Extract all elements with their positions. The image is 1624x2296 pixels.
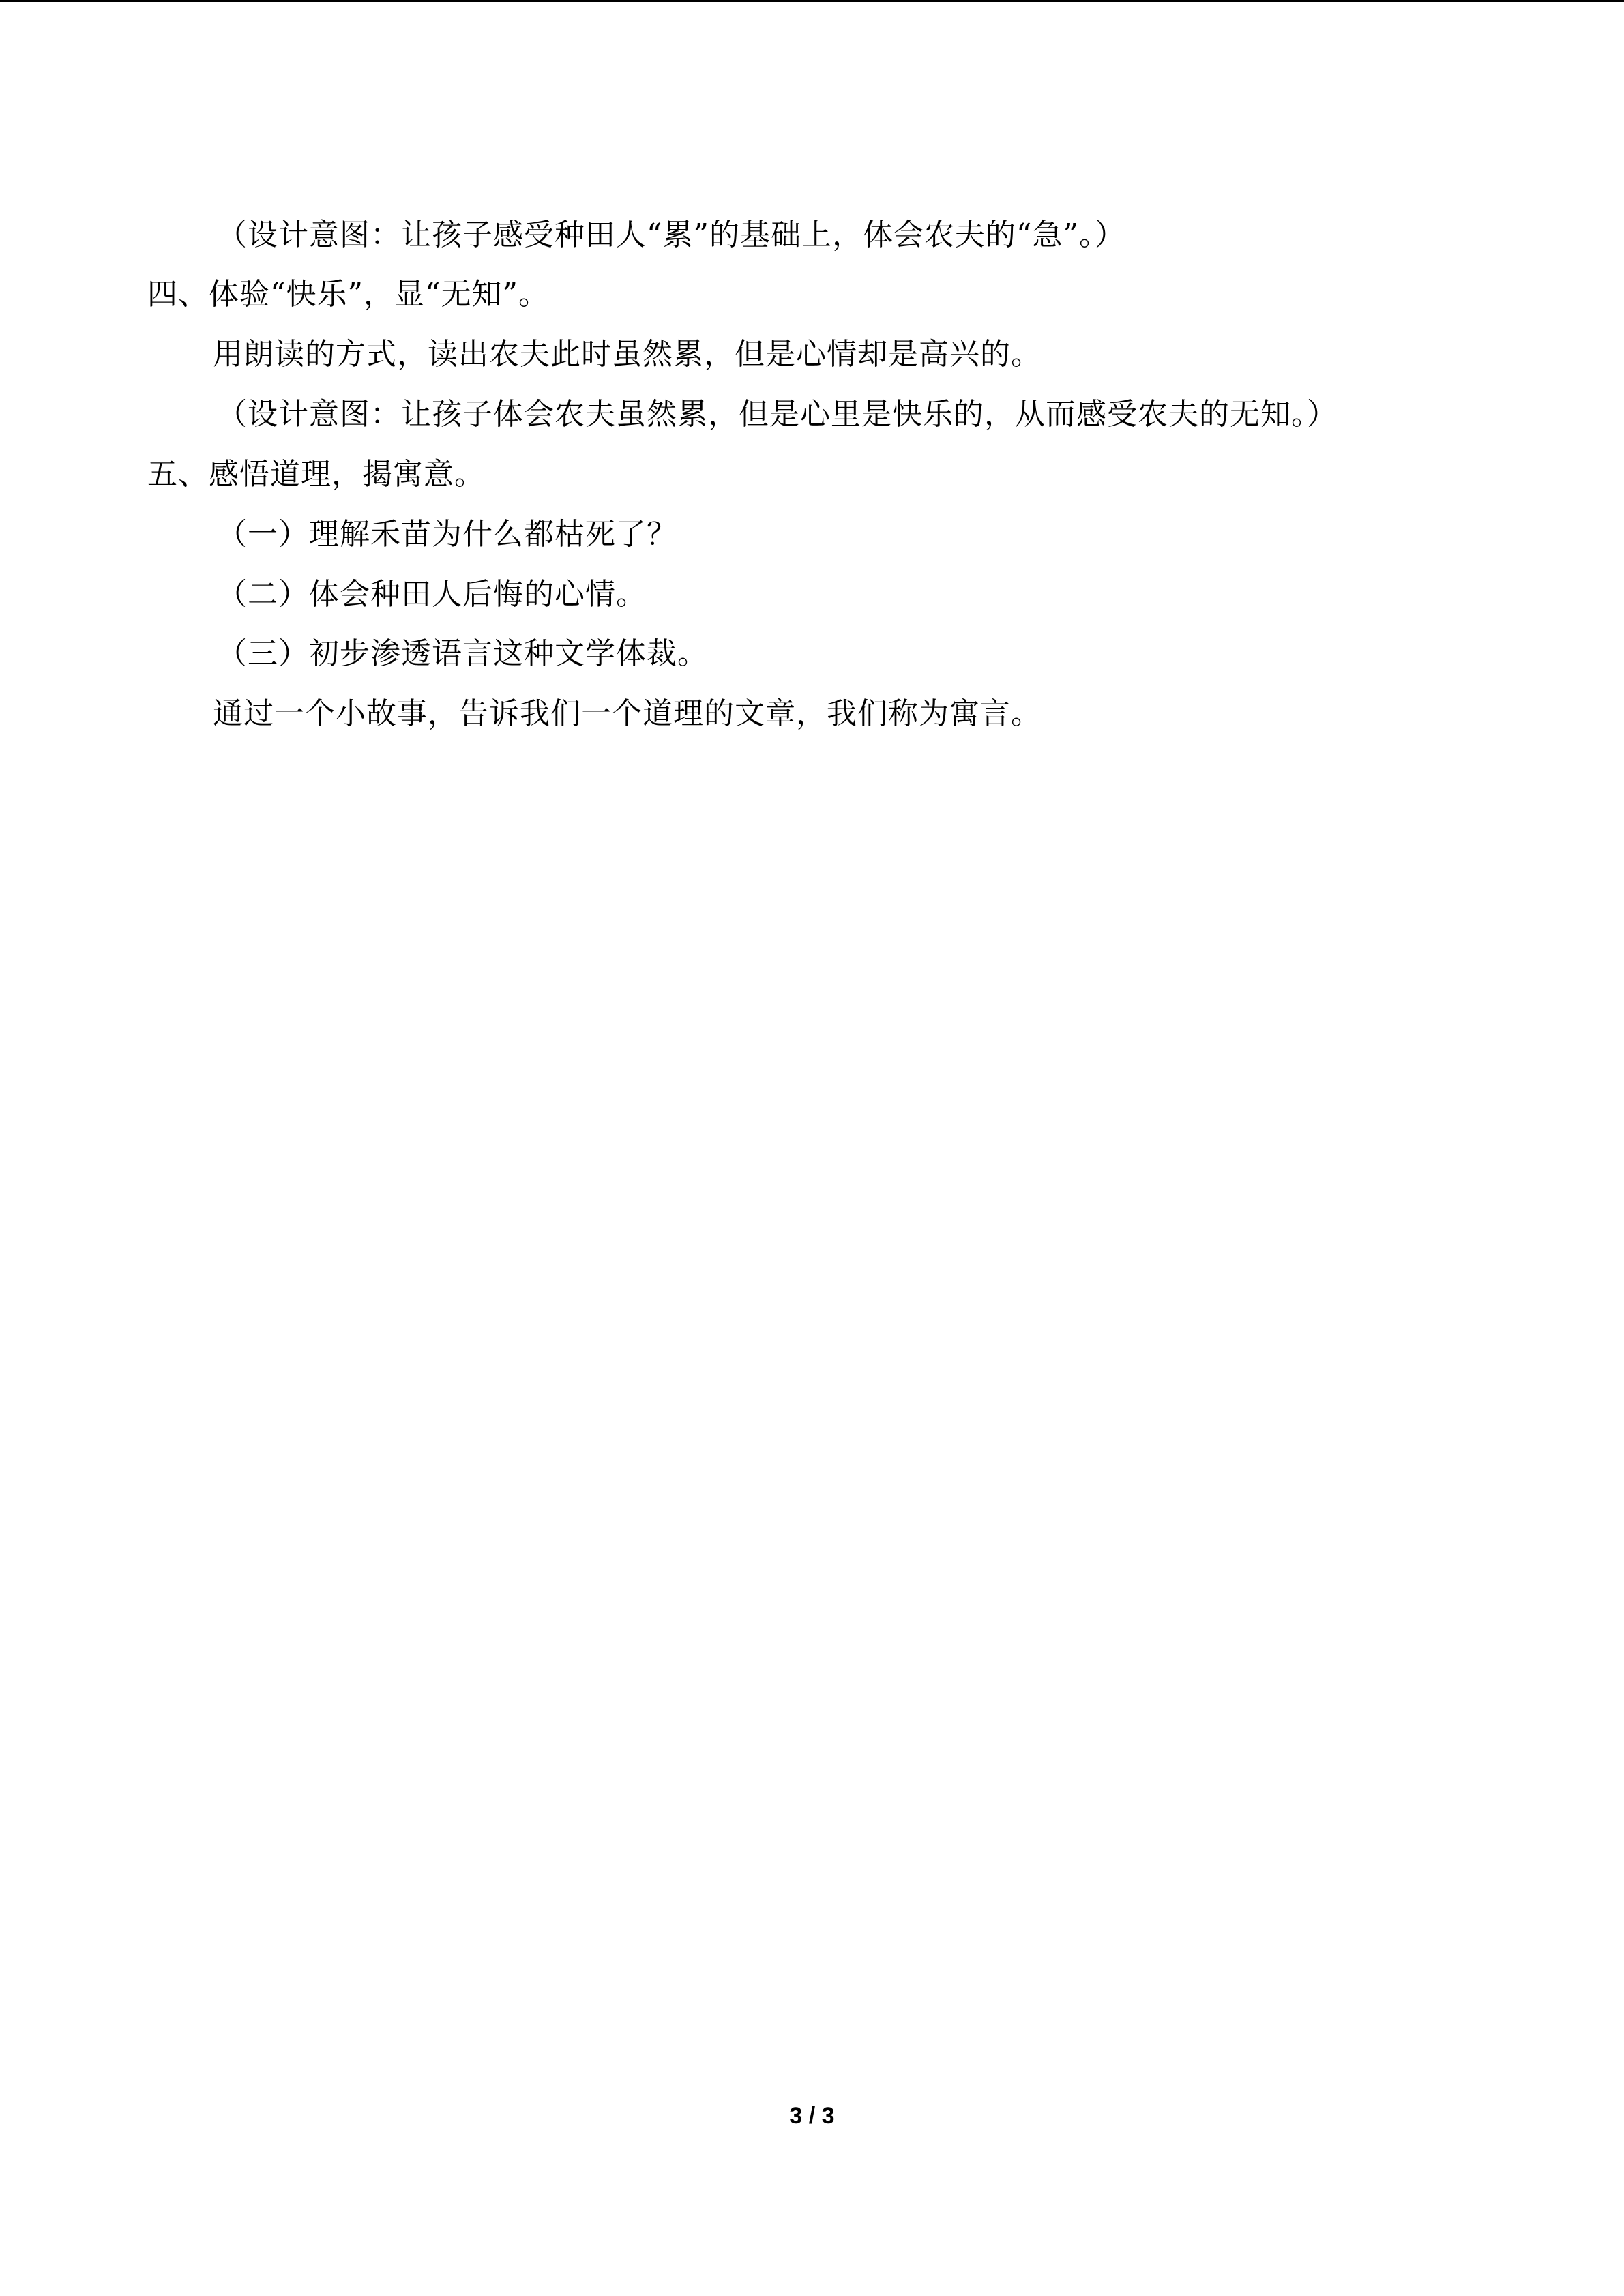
design-intent-note-1: （设计意图：让孩子感受种田人“累”的基础上，体会农夫的“急”。）	[217, 218, 1125, 252]
section-heading-4: 四、体验“快乐”，显“无知”。	[147, 277, 549, 312]
paragraph-reading-method: 用朗读的方式，读出农夫此时虽然累，但是心情却是高兴的。	[213, 337, 1042, 372]
page-number: 3 / 3	[789, 2103, 835, 2129]
page-top-border	[0, 0, 1624, 2]
paragraph-fable-definition: 通过一个小故事，告诉我们一个道理的文章，我们称为寓言。	[213, 696, 1042, 731]
section-heading-5: 五、感悟道理，揭寓意。	[147, 457, 485, 492]
sub-item-3: （三）初步渗透语言这种文学体裁。	[217, 636, 708, 671]
design-intent-note-2: （设计意图：让孩子体会农夫虽然累，但是心里是快乐的，从而感受农夫的无知。）	[217, 397, 1338, 432]
sub-item-2: （二）体会种田人后悔的心情。	[217, 577, 647, 612]
sub-item-1: （一）理解禾苗为什么都枯死了？	[217, 517, 677, 552]
